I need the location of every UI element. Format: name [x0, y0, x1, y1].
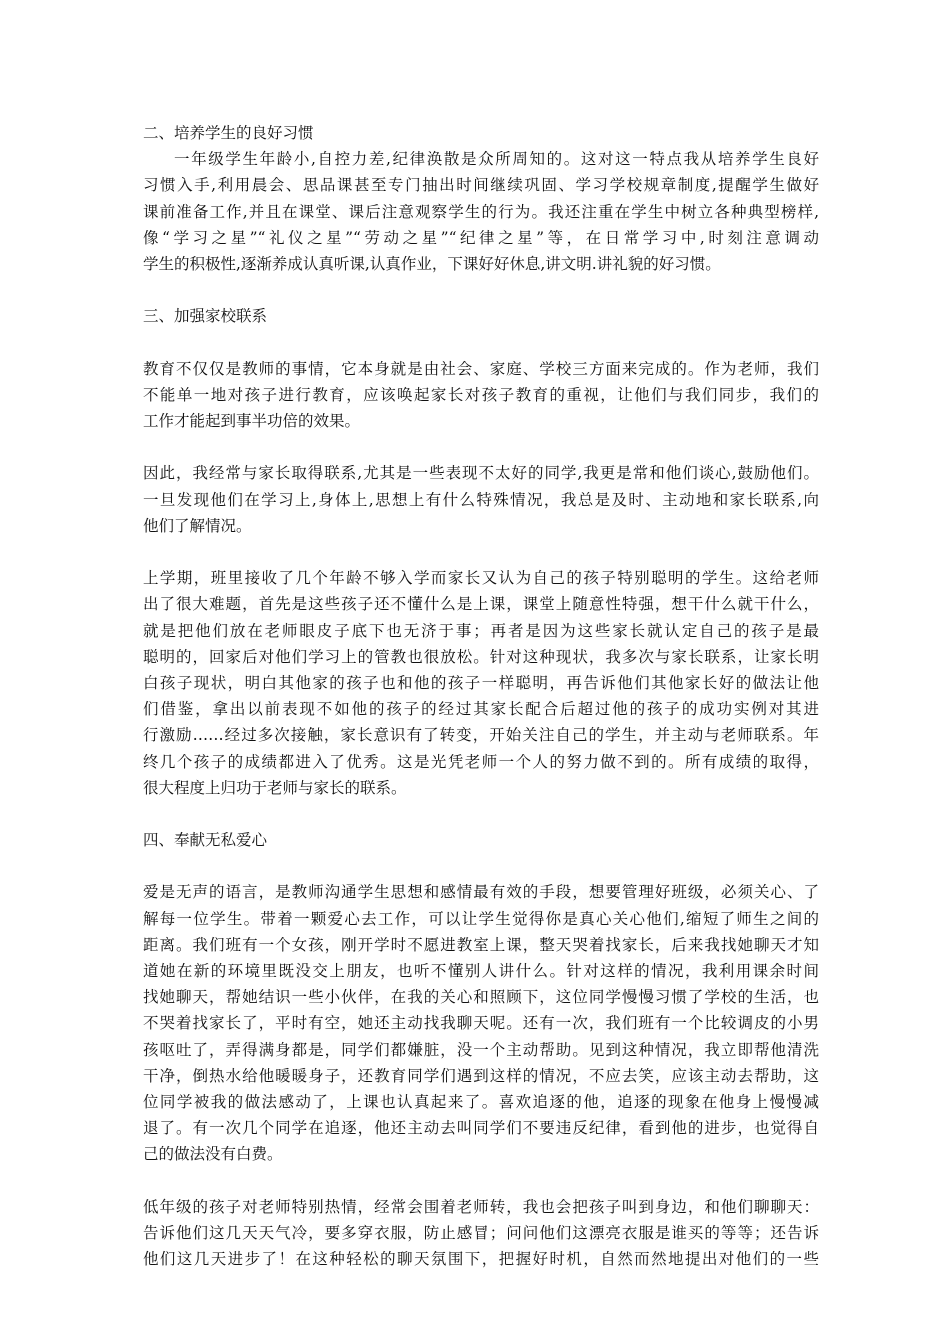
paragraph-line: 解每一位学生。带着一颗爱心去工作，可以让学生觉得你是真心关心他们,缩短了师生之间的 — [143, 909, 819, 928]
paragraph-low-grade-children — [143, 1194, 819, 1273]
section-heading-4: 四、奉献无私爱心 — [143, 831, 268, 850]
paragraph-education-responsibility — [143, 356, 819, 435]
paragraph-line: 出了很大难题，首先是这些孩子还不懂什么是上课，课堂上随意性特强，想干什么就干什么， — [143, 595, 819, 614]
paragraph-line: 学生的积极性,逐渐养成认真听课,认真作业，下课好好休息,讲文明.讲礼貌的好习惯。 — [143, 254, 721, 273]
paragraph-line: 白孩子现状，明白其他家的孩子也和他的孩子一样聪明，再告诉他们其他家长好的做法让他 — [143, 673, 819, 692]
paragraph-gap — [143, 539, 819, 565]
paragraph-last-semester — [143, 565, 819, 801]
paragraph-line: 行激励……经过多次接触，家长意识有了转变，开始关注自己的学生，并主动与老师联系。年 — [143, 726, 819, 745]
paragraph-line: 上学期，班里接收了几个年龄不够入学而家长又认为自己的孩子特别聪明的学生。这给老师 — [143, 569, 819, 588]
paragraph-line: 终几个孩子的成绩都进入了优秀。这是光凭老师一个人的努力做不到的。所有成绩的取得， — [143, 752, 819, 771]
document-body — [143, 120, 819, 1272]
paragraph-line: 他们这几天进步了！在这种轻松的聊天氛围下，把握好时机，自然而然地提出对他们的一些 — [143, 1250, 819, 1269]
paragraph-line: 他们了解情况。 — [143, 516, 252, 535]
paragraph-line: 找她聊天，帮她结识一些小伙伴，在我的关心和照顾下，这位同学慢慢习惯了学校的生活，也 — [143, 988, 819, 1007]
paragraph-line: 因此，我经常与家长取得联系,尤其是一些表现不太好的同学,我更是常和他们谈心,鼓励他们。 — [143, 464, 819, 483]
paragraph-habits — [143, 146, 819, 277]
paragraph-line: 课前准备工作,并且在课堂、课后注意观察学生的行为。我还注重在学生中树立各种典型榜样, — [143, 202, 819, 221]
paragraph-gap — [143, 1168, 819, 1194]
paragraph-line: 爱是无声的语言，是教师沟通学生思想和感情最有效的手段，想要管理好班级，必须关心、了 — [143, 883, 819, 902]
paragraph-line: 很大程度上归功于老师与家长的联系。 — [143, 778, 407, 797]
paragraph-line: 一旦发现他们在学习上,身体上,思想上有什么特殊情况，我总是及时、主动地和家长联系,向 — [143, 490, 819, 509]
paragraph-line: 就是把他们放在老师眼皮子底下也无济于事；再者是因为这些家长就认定自己的孩子是最 — [143, 621, 819, 640]
paragraph-line: 工作才能起到事半功倍的效果。 — [143, 412, 361, 431]
paragraph-line: 像“学习之星”“礼仪之星”“劳动之星”“纪律之星”等，在日常学习中,时刻注意调动 — [143, 228, 819, 247]
paragraph-gap — [143, 277, 819, 303]
paragraph-line: 干净，倒热水给他暖暖身子，还教育同学们遇到这样的情况，不应去笑，应该主动去帮助，这 — [143, 1066, 819, 1085]
paragraph-line: 们借鉴，拿出以前表现不如他的孩子的经过其家长配合后超过他的孩子的成功实例对其进 — [143, 700, 819, 719]
paragraph-line: 一年级学生年龄小,自控力差,纪律涣散是众所周知的。这对这一特点我从培养学生良好 — [174, 150, 819, 169]
paragraph-line: 不哭着找家长了，平时有空，她还主动找我聊天呢。还有一次，我们班有一个比较调皮的小男 — [143, 1014, 819, 1033]
paragraph-line: 孩呕吐了，弄得满身都是，同学们都嫌脏，没一个主动帮助。见到这种情况，我立即帮他清洗 — [143, 1040, 819, 1059]
paragraph-gap — [143, 434, 819, 460]
paragraph-gap — [143, 330, 819, 356]
paragraph-line: 距离。我们班有一个女孩，刚开学时不愿进教室上课，整天哭着找家长，后来我找她聊天才知 — [143, 935, 819, 954]
paragraph-love — [143, 879, 819, 1167]
paragraph-line: 道她在新的环境里既没交上朋友，也听不懂别人讲什么。针对这样的情况，我利用课余时间 — [143, 962, 819, 980]
paragraph-line: 位同学被我的做法感动了，上课也认真起来了。喜欢追逐的他，追逐的现象在他身上慢慢减 — [143, 1092, 819, 1111]
paragraph-line: 退了。有一次几个同学在追逐，他还主动去叫同学们不要违反纪律，看到他的进步，也觉得自 — [143, 1119, 819, 1138]
paragraph-gap — [143, 853, 819, 879]
paragraph-gap — [143, 801, 819, 827]
paragraph-line: 告诉他们这几天天气冷，要多穿衣服，防止感冒；问问他们这漂亮衣服是谁买的等等；还告诉 — [143, 1223, 819, 1242]
paragraph-line: 习惯入手,利用晨会、思品课甚至专门抽出时间继续巩固、学习学校规章制度,提醒学生做好 — [143, 176, 819, 195]
section-heading-2: 二、培养学生的良好习惯 — [143, 124, 314, 142]
paragraph-line: 己的做法没有白费。 — [143, 1145, 283, 1164]
paragraph-line: 不能单一地对孩子进行教育，应该唤起家长对孩子教育的重视，让他们与我们同步，我们的 — [143, 385, 819, 404]
paragraph-line: 教育不仅仅是教师的事情，它本身就是由社会、家庭、学校三方面来完成的。作为老师，我们 — [143, 359, 819, 378]
paragraph-line: 低年级的孩子对老师特别热情，经常会围着老师转，我也会把孩子叫到身边，和他们聊聊天： — [143, 1197, 819, 1216]
paragraph-line: 聪明的，回家后对他们学习上的管教也很放松。针对这种现状，我多次与家长联系，让家长明 — [143, 647, 819, 666]
paragraph-parent-contact — [143, 460, 819, 539]
section-heading-3: 三、加强家校联系 — [143, 307, 268, 326]
